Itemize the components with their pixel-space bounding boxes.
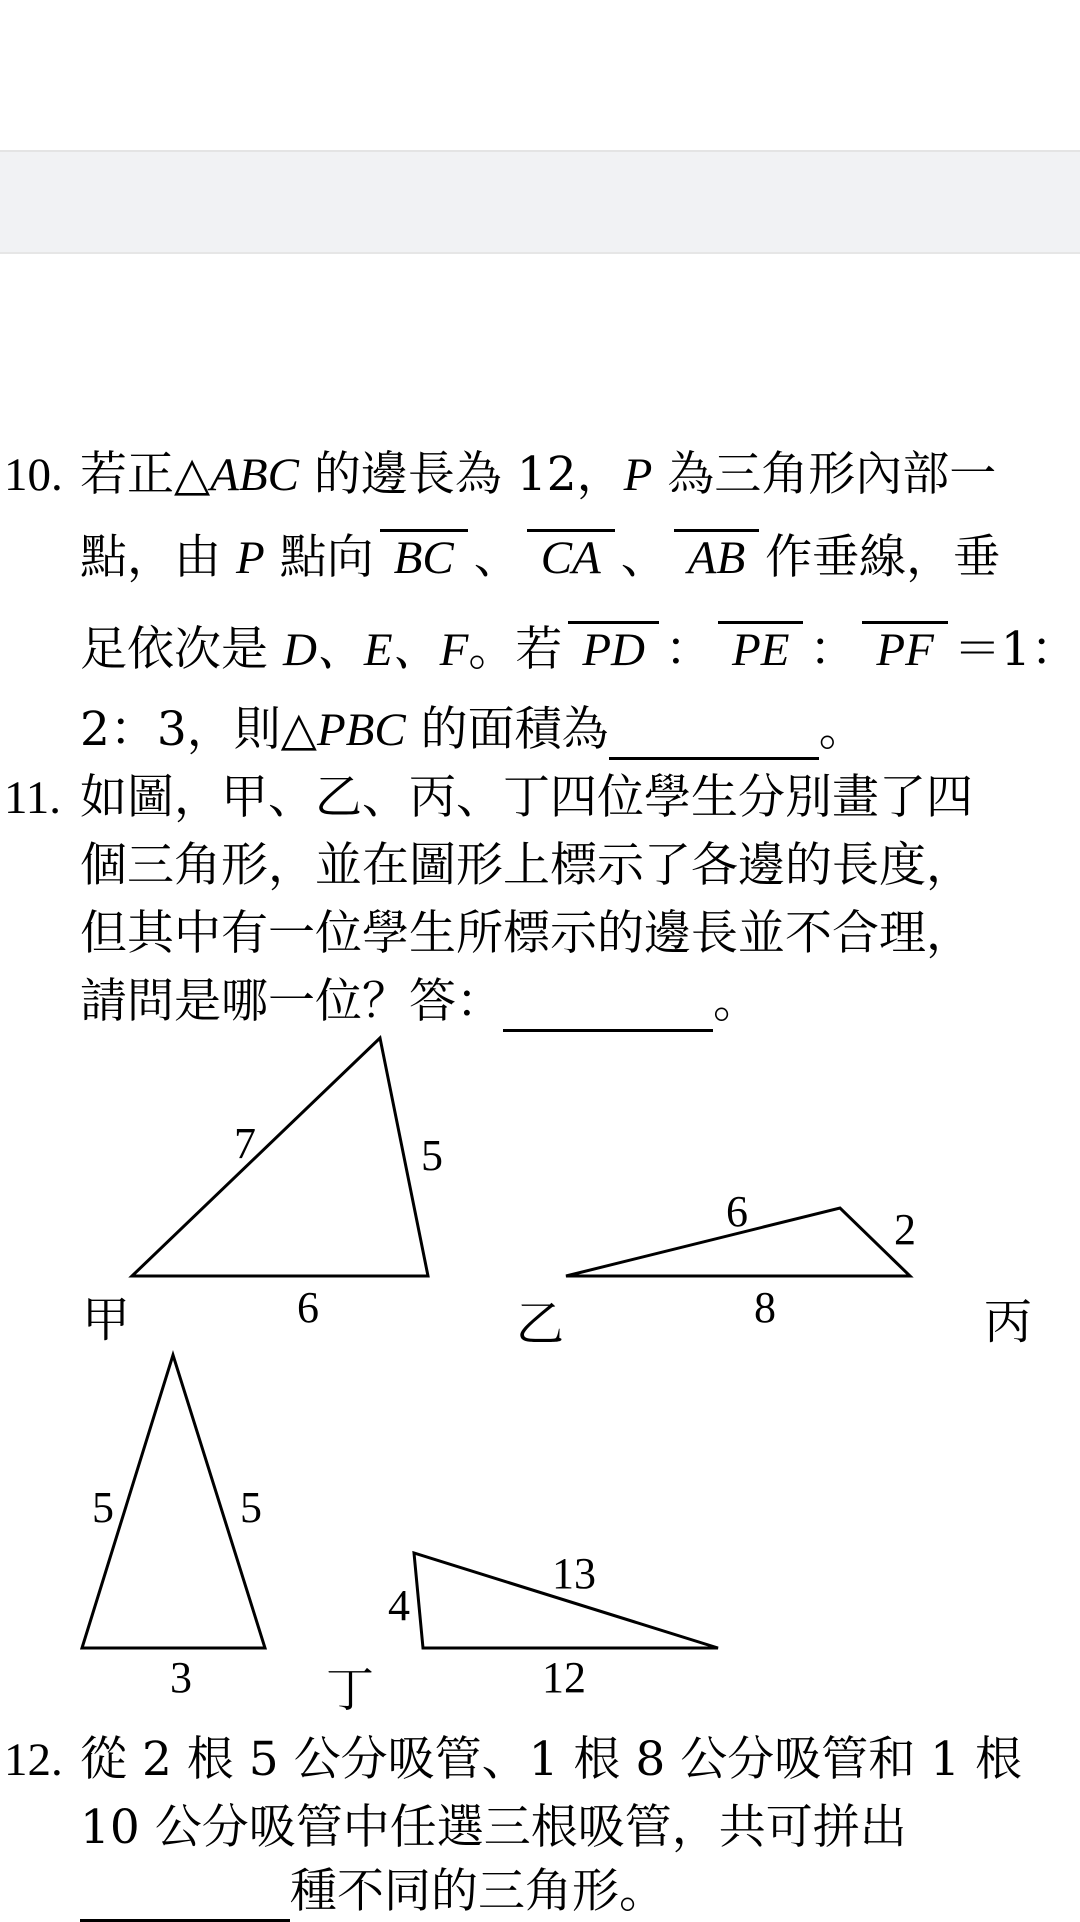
edge-label: 4 <box>388 1581 410 1630</box>
edge-label: 2 <box>894 1205 916 1254</box>
caption-jia: 甲 <box>82 1292 131 1348</box>
q10-line-2: 點，由 P 點向 BC 、 CA 、 AB 作垂線，垂 <box>80 530 1001 585</box>
question-number: 12. <box>4 1734 63 1786</box>
q11-line-4: 請問是哪一位？答： 。 <box>80 972 760 1032</box>
q11-line-2: 個三角形，並在圖形上標示了各邊的長度， <box>80 838 973 893</box>
edge-label: 5 <box>421 1131 443 1180</box>
q10-line-3: 足依次是 D、E、F。若 PD ： PE ： PF ＝1： <box>80 622 1078 677</box>
q12-line-2: 10 公分吸管中任選三根吸管，共可拼出 <box>80 1800 907 1855</box>
segment-ab: AB <box>674 529 759 584</box>
edge-label: 8 <box>754 1283 776 1332</box>
segment-bc: BC <box>380 529 468 584</box>
q11-line-3: 但其中有一位學生所標示的邊長並不合理， <box>80 906 973 961</box>
edge-label: 3 <box>170 1653 192 1702</box>
caption-yi: 乙 <box>516 1296 565 1352</box>
segment-ca: CA <box>527 529 615 584</box>
edge-label: 5 <box>92 1483 114 1532</box>
edge-label: 12 <box>542 1653 586 1702</box>
caption-bing: 丙 <box>984 1294 1033 1350</box>
edge-label: 6 <box>297 1283 319 1332</box>
segment-pe: PE <box>718 621 803 676</box>
caption-ding: 丁 <box>326 1662 375 1718</box>
segment-pf: PF <box>862 621 947 676</box>
edge-label: 6 <box>726 1187 748 1236</box>
segment-pd: PD <box>568 621 659 676</box>
edge-label: 13 <box>552 1549 596 1598</box>
question-number: 11. <box>4 772 62 824</box>
q12-line-1: 從 2 根 5 公分吸管、1 根 8 公分吸管和 1 根 <box>80 1732 1022 1787</box>
edge-label: 5 <box>240 1483 262 1532</box>
q10-line-4: 2：3，則△PBC 的面積為 。 <box>80 700 866 760</box>
edge-label: 7 <box>234 1119 256 1168</box>
triangle-jia <box>132 1038 428 1276</box>
answer-blank <box>80 1873 290 1922</box>
q11-line-1: 如圖，甲、乙、丙、丁四位學生分別畫了四 <box>80 770 973 825</box>
q10-line-1: 若正△ABC 的邊長為 12，P 為三角形內部一 <box>80 447 997 502</box>
question-number: 10. <box>4 449 63 501</box>
q12-line-3: 種不同的三角形。 <box>80 1862 666 1922</box>
